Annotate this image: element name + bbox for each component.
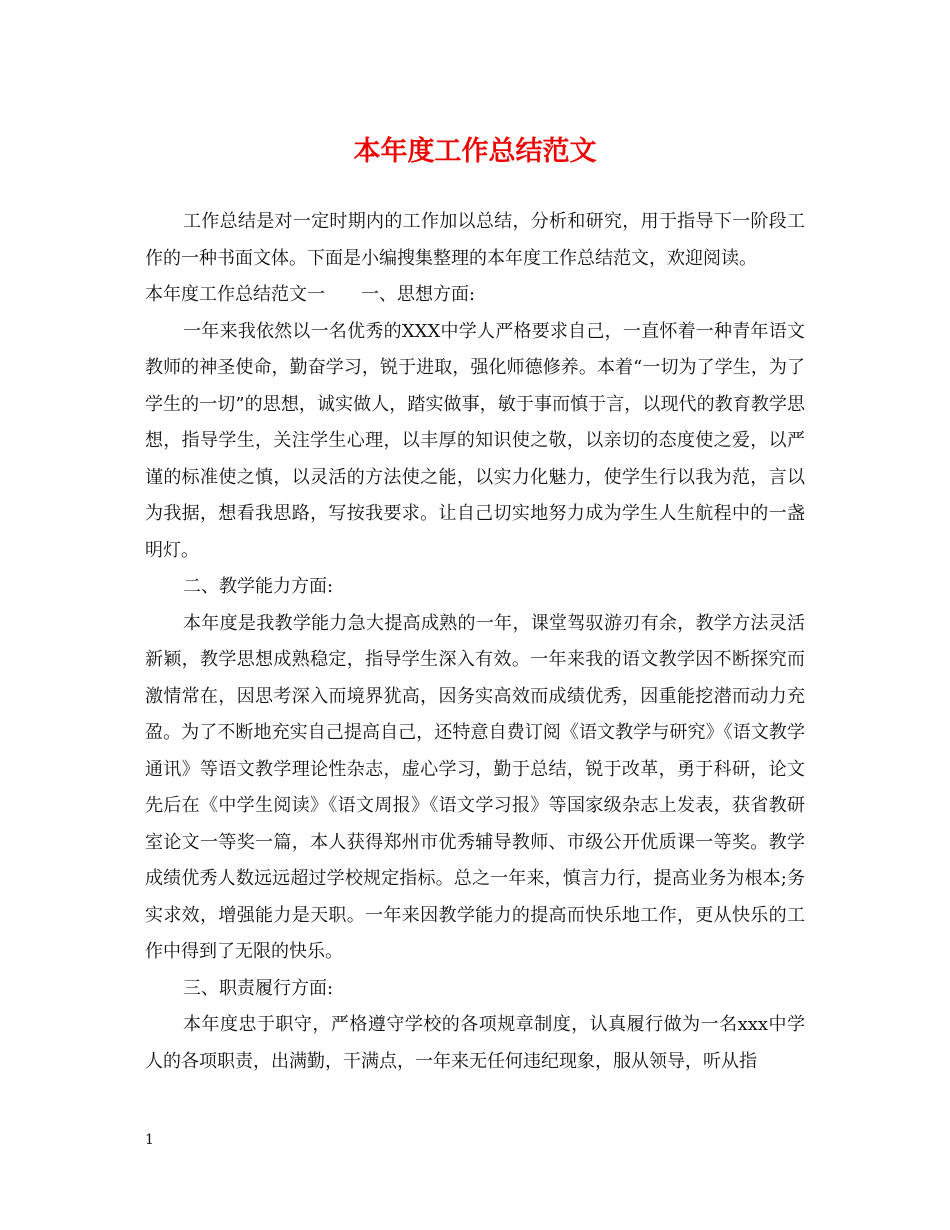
paragraph: 三、职责履行方面: [183, 977, 334, 999]
document-title: 本年度工作总结范文 [353, 136, 597, 167]
paragraph: 本年度工作总结范文一 一、思想方面: [145, 284, 476, 305]
page-number: 1 [145, 1132, 154, 1148]
paragraph: 本年度忠于职守，严格遵守学校的各项规章制度，认真履行做为一名xxx中学人的各项职责，出满勤，干满点，一年来无任何违纪现象，服从领导，听从指 [145, 1014, 805, 1072]
paragraph: 二、教学能力方面: [183, 576, 334, 597]
paragraph: 工作总结是对一定时期内的工作加以总结，分析和研究，用于指导下一阶段工作的一种书面文体。下面是小编搜集整理的本年度工作总结范文，欢迎阅读。 [145, 211, 805, 269]
paragraph: 一年来我依然以一名优秀的XXX中学人严格要求自己，一直怀着一种青年语文教师的神圣使命，勤奋学习，锐于进取，强化师德修养。本着“一切为了学生，为了学生的一切”的思想，诚实做人，踏实做事，敏于事而慎于言，以现代的教育教学思想，指导学生，关注学生心理，以丰厚的知识使之敬，以亲切的态度使之爱，以严谨的标准使之慎，以灵活的方法使之能，以实力化魅力，使学生行以我为范，言以为我据，想看我思路，写按我要求。让自己切实地努力成为学生人生航程中的一盏明灯。 [145, 320, 805, 561]
paragraph: 本年度是我教学能力急大提高成熟的一年，课堂驾驭游刃有余，教学方法灵活新颖，教学思想成熟稳定，指导学生深入有效。一年来我的语文教学因不断探究而激情常在，因思考深入而境界犹高，因务实高效而成绩优秀，因重能挖潜而动力充盈。为了不断地充实自己提高自己，还特意自费订阅《语文教学与研究》《语文教学通讯》等语文教学理论性杂志，虚心学习，勤于总结，锐于改革，勇于科研，论文先后在《中学生阅读》《语文周报》《语文学习报》等国家级杂志上发表，获省教研室论文一等奖一篇，本人获得郑州市优秀辅导教师、市级公开优质课一等奖。教学成绩优秀人数远远超过学校规定指标。总之一年来，慎言力行，提高业务为根本;务实求效，增强能力是天职。一年来因教学能力的提高而快乐地工作，更从快乐的工作中得到了无限的快乐。 [145, 612, 805, 962]
document-body [145, 204, 805, 1080]
